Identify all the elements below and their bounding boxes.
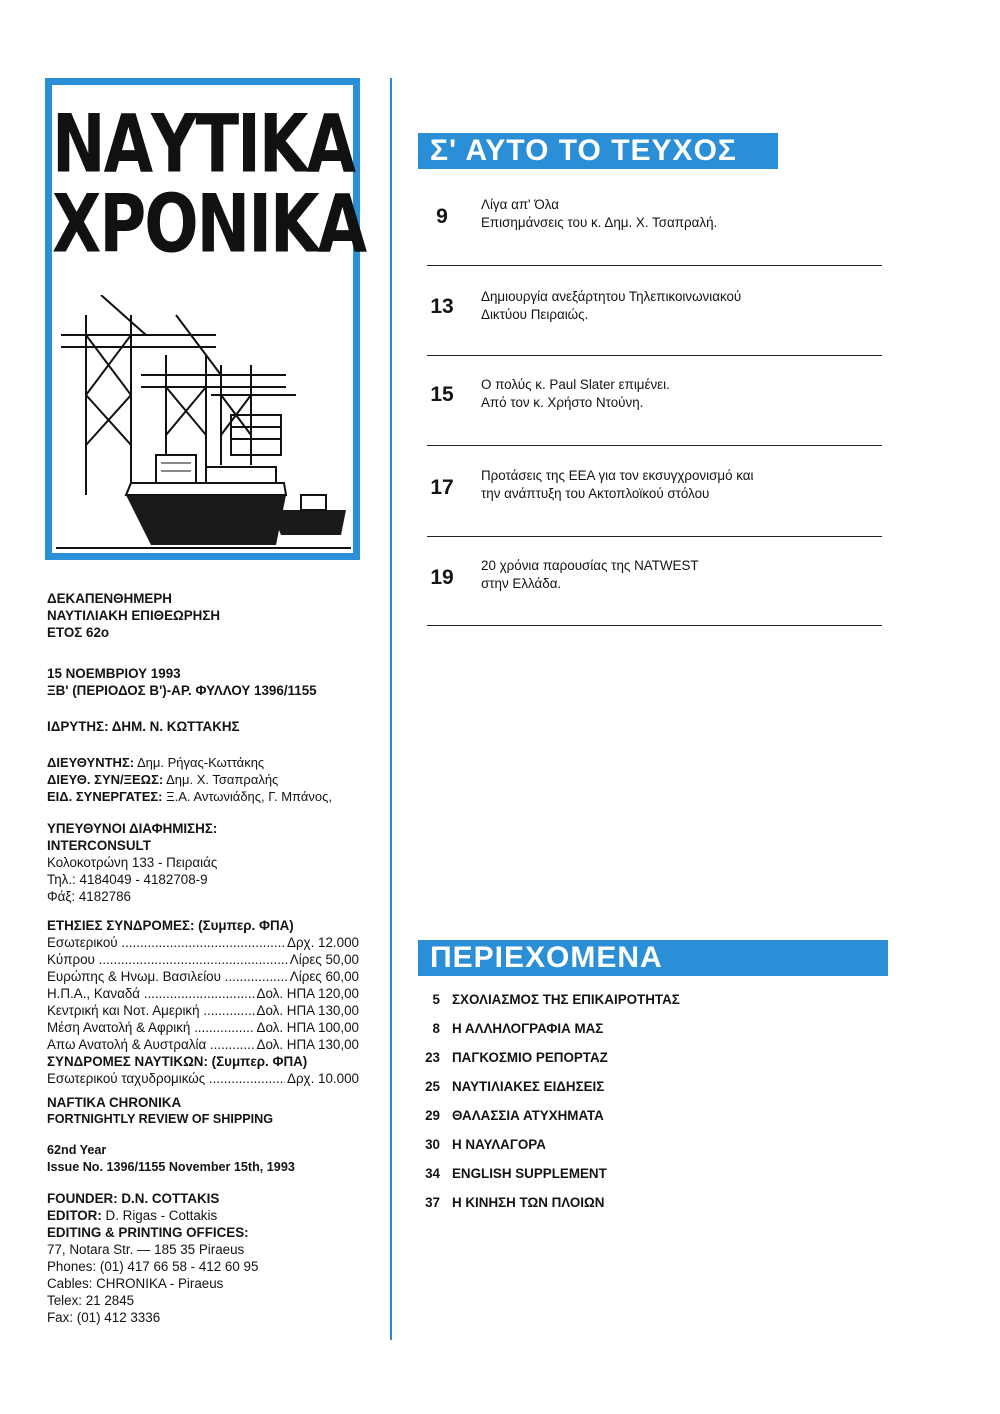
article-entry xyxy=(420,558,890,628)
article-entry xyxy=(420,468,890,538)
subscription-row xyxy=(47,1002,359,1019)
english-fax: Fax: (01) 412 3336 xyxy=(47,1310,161,1325)
subscription-row xyxy=(47,985,359,1002)
subscription-price: Δρχ. 10.000 xyxy=(287,1071,359,1086)
contents-page: 25 xyxy=(425,1079,440,1094)
staff-block xyxy=(47,754,387,805)
subscription-label: Κεντρική και Νοτ. Αμερική ..... xyxy=(47,1002,255,1019)
staff-value: Δημ. Χ. Τσαπραλής xyxy=(166,772,279,787)
english-year: 62nd Year xyxy=(47,1143,107,1157)
staff-row xyxy=(47,754,387,771)
divider xyxy=(427,355,882,356)
subscription-price: Δολ. ΗΠΑ 130,00 xyxy=(256,1037,359,1052)
subscription-price: Λίρες 60,00 xyxy=(289,969,359,984)
article-subtitle: Επισημάνσεις του κ. Δημ. Χ. Τσαπραλή. xyxy=(481,215,718,230)
contents-page: 29 xyxy=(425,1108,440,1123)
article-page: 19 xyxy=(430,566,454,589)
article-page: 17 xyxy=(430,476,454,499)
staff-row xyxy=(47,771,387,788)
english-editor-row xyxy=(47,1207,387,1224)
contents-title: ΣΧΟΛΙΑΣΜΟΣ ΤΗΣ ΕΠΙΚΑΙΡΟΤΗΤΑΣ xyxy=(452,992,680,1007)
in-this-issue-heading: Σ' ΑΥΤΟ ΤΟ ΤΕΥΧΟΣ xyxy=(418,133,778,169)
article-title: Ο πολύς κ. Paul Slater επιμένει. xyxy=(481,377,670,392)
contents-page: 5 xyxy=(432,992,440,1007)
english-issue: Issue No. 1396/1155 November 15th, 1993 xyxy=(47,1160,295,1174)
contents-heading: ΠΕΡΙΕΧΟΜΕΝΑ xyxy=(418,940,888,976)
masthead-date: 15 ΝΟΕΜΒΡΙΟΥ 1993 xyxy=(47,666,181,681)
subscription-row xyxy=(47,1019,359,1036)
article-page: 15 xyxy=(430,383,454,406)
english-offices-block xyxy=(47,1190,387,1326)
contents-item xyxy=(410,1166,770,1195)
article-subtitle: την ανάπτυξη του Ακτοπλοϊκού στόλου xyxy=(481,486,710,501)
article-title: 20 χρόνια παρουσίας της NATWEST xyxy=(481,558,699,573)
contents-title: ΝΑΥΤΙΛΙΑΚΕΣ ΕΙΔΗΣΕΙΣ xyxy=(452,1079,605,1094)
subscription-label: Κύπρου ..... xyxy=(47,951,288,968)
contents-title: Η ΚΙΝΗΣΗ ΤΩΝ ΠΛΟΙΩΝ xyxy=(452,1195,605,1210)
masthead-subtitle1: ΔΕΚΑΠΕΝΘΗΜΕΡΗ xyxy=(47,591,172,606)
advertising-phone: Τηλ.: 4184049 - 4182708-9 xyxy=(47,872,208,887)
divider xyxy=(427,445,882,446)
subscription-row xyxy=(47,1070,359,1087)
subscription-price: Λίρες 50,00 xyxy=(289,952,359,967)
subscription-price: Δολ. ΗΠΑ 130,00 xyxy=(256,1003,359,1018)
contents-list xyxy=(410,992,770,1224)
english-offices-heading: EDITING & PRINTING OFFICES: xyxy=(47,1225,249,1240)
staff-value: Δημ. Ρήγας-Κωττάκης xyxy=(136,755,265,770)
advertising-company: INTERCONSULT xyxy=(47,838,151,853)
article-title: Προτάσεις της ΕΕΑ για τον εκσυγχρονισμό και xyxy=(481,468,754,483)
subscription-label: Εσωτερικού ..... xyxy=(47,934,285,951)
english-phones: Phones: (01) 417 66 58 - 412 60 95 xyxy=(47,1259,259,1274)
subscriptions-block xyxy=(47,917,387,1087)
advertising-address: Κολοκοτρώνη 133 - Πειραιάς xyxy=(47,855,218,870)
contents-page: 34 xyxy=(425,1166,440,1181)
subscription-row xyxy=(47,968,359,985)
english-name: NAFTIKA CHRONIKA xyxy=(47,1095,182,1110)
contents-item xyxy=(410,1050,770,1079)
subscription-label: Εσωτερικού ταχυδρομικώς ..... xyxy=(47,1070,285,1087)
contents-title: Η ΑΛΛΗΛΟΓΡΑΦΙΑ ΜΑΣ xyxy=(452,1021,604,1036)
english-editor-value: D. Rigas - Cottakis xyxy=(105,1208,218,1223)
advertising-heading: ΥΠΕΥΘΥΝΟΙ ΔΙΑΦΗΜΙΣΗΣ: xyxy=(47,821,218,836)
article-subtitle: στην Ελλάδα. xyxy=(481,576,562,591)
subscription-label: Ευρώπης & Ηνωμ. Βασιλείου ..... xyxy=(47,968,288,985)
english-editor-label: EDITOR: xyxy=(47,1208,102,1223)
contents-page: 30 xyxy=(425,1137,440,1152)
english-founder: FOUNDER: D.N. COTTAKIS xyxy=(47,1191,220,1206)
staff-label: ΔΙΕΥΘ. ΣΥΝ/ΞΕΩΣ: xyxy=(47,772,164,787)
contents-item xyxy=(410,1195,770,1224)
article-page: 13 xyxy=(430,295,454,318)
divider xyxy=(427,625,882,626)
advertising-fax: Φάξ: 4182786 xyxy=(47,889,131,904)
masthead-subtitle-block xyxy=(47,590,387,641)
english-address: 77, Notara Str. — 185 35 Piraeus xyxy=(47,1242,245,1257)
subscription-price: Δολ. ΗΠΑ 100,00 xyxy=(256,1020,359,1035)
advertising-block xyxy=(47,820,387,905)
masthead-founder: ΙΔΡΥΤΗΣ: ΔΗΜ. Ν. ΚΩΤΤΑΚΗΣ xyxy=(47,719,240,734)
staff-row xyxy=(47,788,387,805)
english-cables: Cables: CHRONIKA - Piraeus xyxy=(47,1276,224,1291)
subscription-row xyxy=(47,951,359,968)
contents-item xyxy=(410,1108,770,1137)
cover-image xyxy=(45,78,366,560)
subscription-price: Δολ. ΗΠΑ 120,00 xyxy=(256,986,359,1001)
english-subtitle: FORTNIGHTLY REVIEW OF SHIPPING xyxy=(47,1112,274,1126)
port-crane-ship-icon xyxy=(56,295,351,553)
contents-title: ENGLISH SUPPLEMENT xyxy=(452,1166,607,1181)
article-page: 9 xyxy=(436,205,448,228)
staff-label: ΕΙΔ. ΣΥΝΕΡΓΑΤΕΣ: xyxy=(47,789,163,804)
staff-value: Ξ.Α. Αντωνιάδης, Γ. Μπάνος, xyxy=(166,789,332,804)
masthead-year: ΕΤΟΣ 62ο xyxy=(47,625,110,640)
seamen-heading: ΣΥΝΔΡΟΜΕΣ ΝΑΥΤΙΚΩΝ: (Συμπερ. ΦΠΑ) xyxy=(47,1054,308,1069)
article-entry xyxy=(420,197,890,267)
contents-page: 8 xyxy=(432,1021,440,1036)
article-subtitle: Δικτύου Πειραιώς. xyxy=(481,307,589,322)
staff-label: ΔΙΕΥΘΥΝΤΗΣ: xyxy=(47,755,135,770)
divider xyxy=(427,536,882,537)
subscription-row xyxy=(47,934,359,951)
english-issue-block xyxy=(47,1142,387,1176)
contents-title: ΘΑΛΑΣΣΙΑ ΑΤΥΧΗΜΑΤΑ xyxy=(452,1108,604,1123)
cover-title-line1: ΝΑΥΤΙΚΑ xyxy=(52,98,355,192)
masthead-issue: ΞΒ' (ΠΕΡΙΟΔΟΣ Β')-ΑΡ. ΦΥΛΛΟΥ 1396/1155 xyxy=(47,683,317,698)
masthead-subtitle2: ΝΑΥΤΙΛΙΑΚΗ ΕΠΙΘΕΩΡΗΣΗ xyxy=(47,608,221,623)
subscription-row xyxy=(47,1036,359,1053)
column-divider xyxy=(390,78,392,1340)
subscription-label: Η.Π.Α., Καναδά ..... xyxy=(47,985,255,1002)
subscriptions-heading: ΕΤΗΣΙΕΣ ΣΥΝΔΡΟΜΕΣ: (Συμπερ. ΦΠΑ) xyxy=(47,918,294,933)
cover-title-line2: ΧΡΟΝΙΚΑ xyxy=(52,178,366,272)
contents-item xyxy=(410,1137,770,1166)
english-name-block xyxy=(47,1094,387,1128)
contents-page: 37 xyxy=(425,1195,440,1210)
article-title: Δημιουργία ανεξάρτητου Τηλεπικοινωνιακού xyxy=(481,289,742,304)
article-entry xyxy=(420,289,890,359)
subscription-price: Δρχ. 12.000 xyxy=(287,935,359,950)
contents-item xyxy=(410,1021,770,1050)
english-telex: Telex: 21 2845 xyxy=(47,1293,135,1308)
contents-title: ΠΑΓΚΟΣΜΙΟ ΡΕΠΟΡΤΑΖ xyxy=(452,1050,608,1065)
subscription-label: Μέση Ανατολή & Αφρική ..... xyxy=(47,1019,255,1036)
contents-page: 23 xyxy=(425,1050,440,1065)
article-title: Λίγα απ' Όλα xyxy=(481,197,559,212)
masthead-date-block xyxy=(47,665,387,699)
contents-title: Η ΝΑΥΛΑΓΟΡΑ xyxy=(452,1137,546,1152)
article-entry xyxy=(420,377,890,447)
subscription-label: Απω Ανατολή & Αυστραλία ..... xyxy=(47,1036,255,1053)
contents-item xyxy=(410,1079,770,1108)
divider xyxy=(427,265,882,266)
contents-item xyxy=(410,992,770,1021)
article-subtitle: Από τον κ. Χρήστο Ντούνη. xyxy=(481,395,644,410)
